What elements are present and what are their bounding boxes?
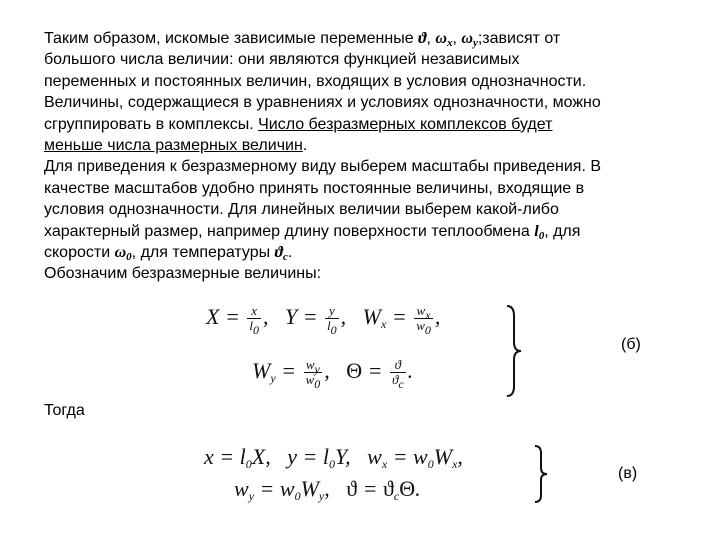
formula-v-row-2	[234, 476, 421, 502]
comma: ,	[345, 444, 351, 469]
numerator	[414, 303, 433, 323]
symbol-omega-y	[461, 30, 477, 47]
numerator: y	[325, 304, 339, 319]
subscript-0: 0	[427, 457, 434, 471]
subscript-0: 0	[314, 377, 321, 392]
var-theta: ϑ	[346, 476, 358, 501]
denominator	[390, 372, 406, 392]
equals-sign: =	[362, 358, 388, 383]
equals-sign: =	[386, 304, 413, 329]
subscript-y: y	[270, 371, 276, 385]
right-brace-b	[504, 304, 526, 398]
subscript-y: y	[314, 362, 320, 377]
equals-sign: =	[275, 358, 302, 383]
equals-sign: =	[297, 304, 324, 329]
comma: ,	[324, 358, 330, 383]
den-symbol: w	[305, 372, 315, 388]
separator: ,	[452, 30, 462, 47]
var-x: x	[204, 444, 214, 469]
text-line-4: Величины, содержащиеся в уравнениях и условиях однозначности, можно	[44, 94, 601, 112]
subscript-0: 0	[330, 323, 337, 338]
text-line-1	[44, 28, 684, 49]
den-symbol: ϑ	[391, 372, 399, 388]
num-symbol: w	[416, 303, 426, 319]
numerator: x	[247, 304, 261, 319]
var-Theta: Θ	[399, 476, 416, 501]
subscript-c: c	[283, 251, 288, 264]
var-Theta: Θ	[346, 358, 363, 383]
equals-sign: =	[387, 444, 414, 469]
comma: ,	[262, 304, 269, 329]
var-theta: ϑ	[382, 476, 394, 501]
text-fragment: сгруппировать в комплексы.	[44, 115, 259, 133]
var-W: W	[433, 444, 453, 469]
fraction-y-over-l0	[325, 303, 339, 338]
equals-sign: =	[213, 444, 240, 469]
separator: ,	[426, 30, 436, 47]
text-line-8: качестве масштабов удобно принять постоянные величины, входящие в	[44, 179, 585, 197]
fraction-wy-over-w0	[304, 357, 323, 392]
text-fragment: .	[302, 137, 308, 155]
right-brace-v	[532, 444, 552, 504]
subscript-0: 0	[294, 489, 301, 503]
formula-v-row-1	[204, 444, 463, 470]
equals-sign: =	[254, 476, 280, 501]
subscript-c: c	[398, 377, 404, 392]
text-fragment: .	[287, 244, 293, 262]
denominator	[414, 318, 433, 338]
symbol-theta-c	[274, 244, 288, 264]
comma: ,	[324, 476, 330, 501]
den-symbol: l	[327, 318, 331, 334]
var-l: l	[239, 444, 246, 469]
var-w: w	[279, 476, 295, 501]
text-line-9: условия однозначности. Для линейных величии выберем какой-либо	[44, 201, 559, 219]
var-X: X	[251, 444, 266, 469]
text-fragment: , для	[544, 222, 581, 240]
text-fragment: Таким образом, искомые зависимые переменные	[44, 30, 414, 47]
equals-sign: =	[357, 476, 383, 501]
equation-label-v: (в)	[618, 465, 638, 482]
fraction-x-over-l0	[247, 303, 261, 338]
text-line-6	[44, 135, 684, 156]
formula-b-row-1	[206, 303, 441, 338]
den-symbol: l	[249, 318, 253, 334]
var-X: X	[206, 304, 220, 329]
numerator: ϑ	[390, 358, 406, 373]
text-line-12: Обозначим безразмерные величины:	[44, 265, 322, 283]
word-then: Тогда	[44, 402, 85, 419]
subscript-x: x	[452, 457, 458, 471]
symbol-l0	[534, 223, 544, 240]
var-w: w	[367, 444, 382, 469]
subscript-x: x	[381, 457, 388, 471]
denominator	[325, 318, 339, 338]
subscript-x: x	[425, 308, 431, 323]
comma: ,	[265, 444, 271, 469]
text-fragment: характерный размер, например длину поверхности теплообмена	[44, 222, 535, 240]
var-w: w	[413, 444, 428, 469]
comma: ,	[457, 444, 463, 469]
underlined-text: меньше числа размерных величин	[44, 137, 303, 155]
numerator	[304, 357, 323, 377]
symbol-omega: ω	[435, 30, 447, 47]
subscript-0: 0	[126, 251, 132, 264]
symbol-omega: ω	[461, 30, 473, 47]
text-line-10	[44, 221, 684, 242]
period: .	[415, 476, 421, 501]
subscript-0: 0	[328, 457, 335, 471]
symbol-omega-x	[435, 30, 452, 47]
text-line-7: Для приведения к безразмерному виду выберем масштабы приведения. В	[44, 158, 602, 176]
var-W: W	[300, 476, 319, 501]
comma: ,	[434, 304, 441, 329]
subscript-0: 0	[424, 323, 431, 338]
equation-label-b: (б)	[621, 336, 641, 353]
comma: ,	[340, 304, 347, 329]
subscript-0: 0	[252, 323, 259, 338]
subscript-x: x	[381, 317, 387, 331]
equals-sign: =	[296, 444, 323, 469]
fraction-wx-over-w0	[414, 303, 433, 338]
symbol-theta: ϑ	[418, 30, 427, 47]
denominator	[304, 372, 323, 392]
text-fragment: , для температуры	[131, 244, 275, 262]
var-W: W	[362, 304, 381, 329]
subscript-c: c	[393, 489, 400, 503]
fraction-theta-over-thetac	[390, 357, 406, 392]
text-fragment: ;зависят от	[477, 30, 561, 47]
text-fragment: скорости	[44, 244, 115, 262]
subscript-y: y	[318, 489, 325, 503]
symbol-omega: ω	[114, 244, 127, 262]
text-line-2: большого числа величии: они являются функцией независимых	[44, 51, 520, 69]
text-line-3: переменных и постоянных величин, входящих в условия однозначности.	[44, 72, 587, 90]
formula-b-row-2	[252, 357, 414, 392]
subscript-y: y	[472, 37, 478, 49]
var-l: l	[322, 444, 329, 469]
den-symbol: w	[416, 318, 425, 334]
subscript-0: 0	[538, 229, 545, 242]
var-W: W	[252, 358, 271, 383]
symbol-omega0	[114, 244, 132, 264]
text-line-5	[44, 114, 684, 135]
text-line-11	[44, 242, 684, 263]
subscript-y: y	[248, 489, 255, 503]
symbol-l: l	[534, 222, 539, 240]
var-y: y	[287, 444, 297, 469]
num-symbol: w	[305, 357, 315, 373]
symbol-theta: ϑ	[274, 244, 284, 262]
body-paragraph	[44, 28, 684, 285]
var-w: w	[234, 476, 249, 501]
denominator	[247, 318, 261, 338]
subscript-x: x	[446, 37, 453, 49]
var-Y: Y	[284, 304, 298, 329]
equals-sign: =	[219, 304, 246, 329]
var-Y: Y	[334, 444, 346, 469]
underlined-text: Число безразмерных комплексов будет	[258, 115, 553, 133]
period: .	[407, 358, 414, 383]
subscript-0: 0	[245, 457, 252, 471]
